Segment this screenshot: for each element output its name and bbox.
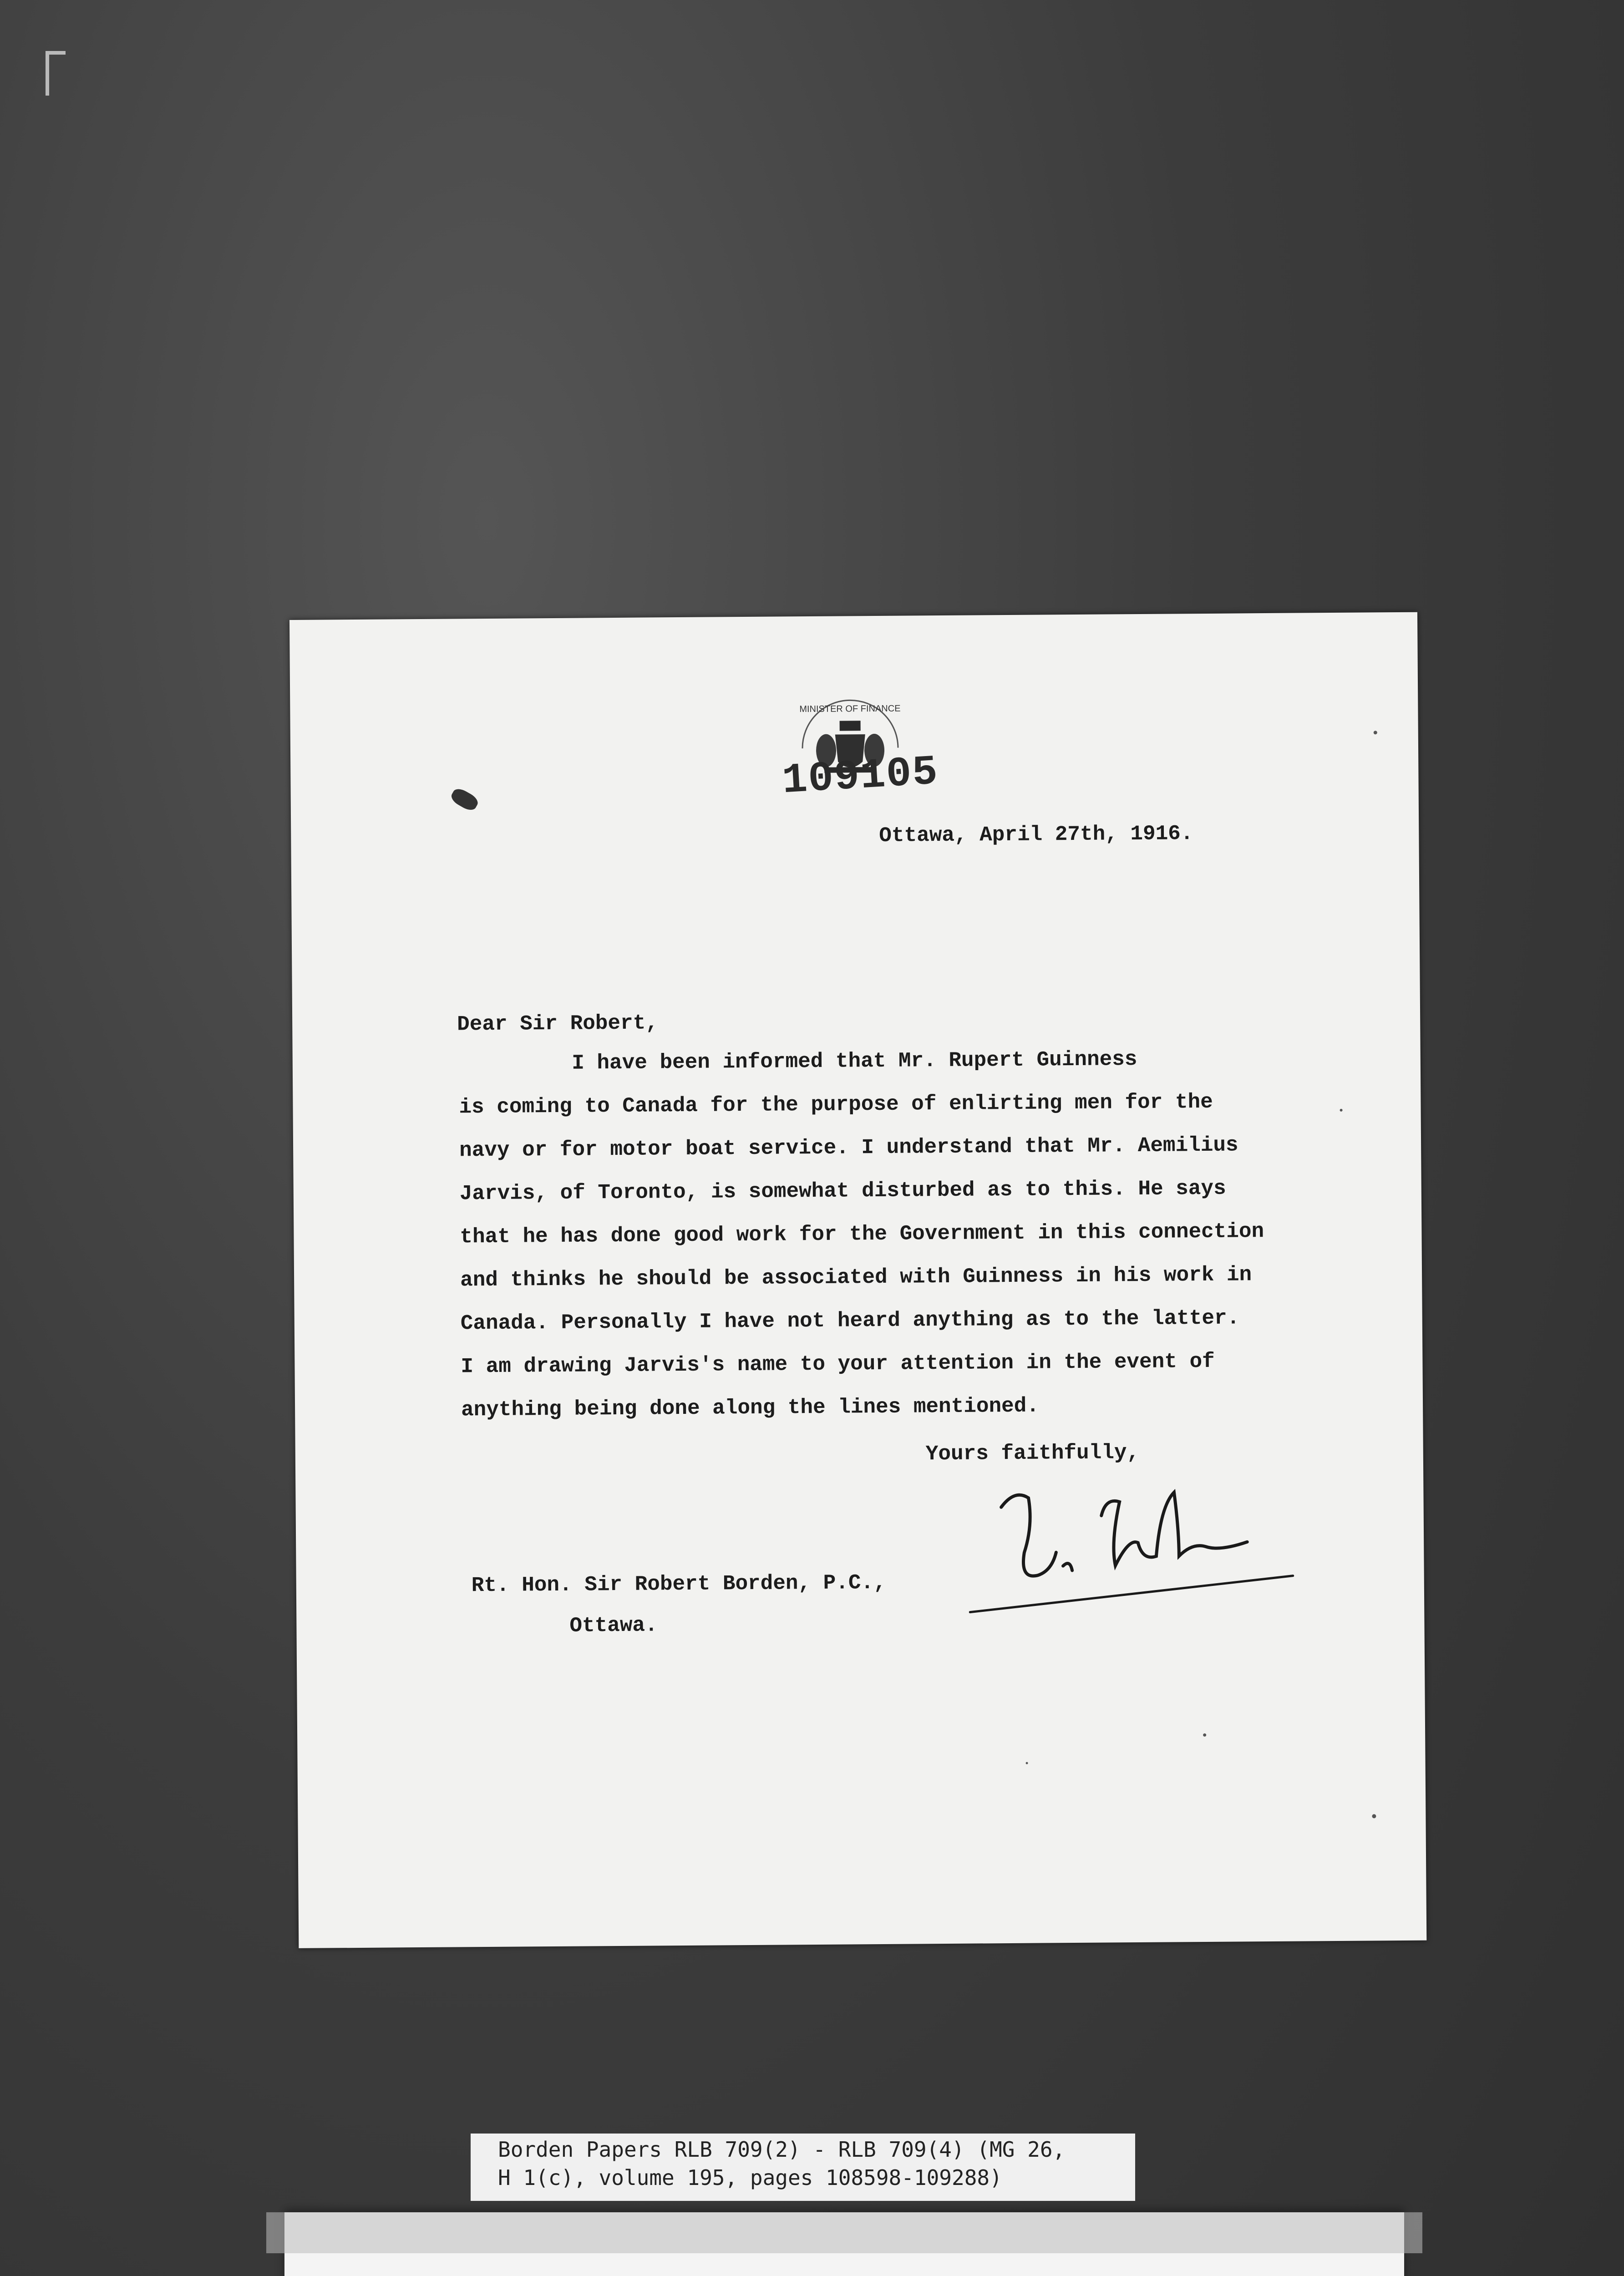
letter-body-line: anything being done along the lines mentioned. (461, 1394, 1040, 1422)
file-stamp-number: 109105 (781, 748, 940, 805)
letter-body-line: Jarvis, of Toronto, is somewhat disturbed as to this. He says (459, 1176, 1226, 1206)
letter-closing: Yours faithfully, (925, 1441, 1140, 1466)
paper-speck (1203, 1733, 1206, 1737)
archives-card (284, 2212, 1404, 2276)
addressee-city: Ottawa. (569, 1613, 658, 1638)
caption-line: H 1(c), volume 195, pages 108598-109288) (498, 2165, 1002, 2190)
handwritten-signature-icon (964, 1459, 1312, 1635)
caption-slip (471, 2134, 1135, 2201)
letter-body-line: I am drawing Jarvis's name to your attention in the event of (461, 1349, 1215, 1379)
ink-mark (449, 786, 480, 813)
paper-speck (1372, 1814, 1376, 1818)
letter-salutation: Dear Sir Robert, (457, 1011, 659, 1036)
paper-speck (1026, 1762, 1028, 1764)
letter-date: Ottawa, April 27th, 1916. (879, 822, 1193, 848)
letter-body-line: I have been informed that Mr. Rupert Guinness (458, 1047, 1137, 1076)
film-corner-mark (46, 51, 66, 96)
letter-body-line: and thinks he should be associated with Guinness in his work in (460, 1263, 1252, 1292)
letter-body-line: navy or for motor boat service. I understand that Mr. Aemilius (459, 1133, 1238, 1163)
svg-text:MINISTER OF FINANCE: MINISTER OF FINANCE (799, 703, 901, 715)
letter-body-line: is coming to Canada for the purpose of enlirting men for the (459, 1090, 1213, 1119)
caption-line: Borden Papers RLB 709(2) - RLB 709(4) (MG 26, (498, 2137, 1066, 2162)
letter-body-line: Canada. Personally I have not heard anything as to the latter. (460, 1306, 1240, 1336)
addressee-name: Rt. Hon. Sir Robert Borden, P.C., (471, 1570, 886, 1598)
paper-speck (1374, 731, 1377, 734)
paper-speck (1340, 1109, 1343, 1112)
letter-body-line: that he has done good work for the Government in this connection (460, 1219, 1264, 1249)
letter-page (289, 612, 1426, 1948)
